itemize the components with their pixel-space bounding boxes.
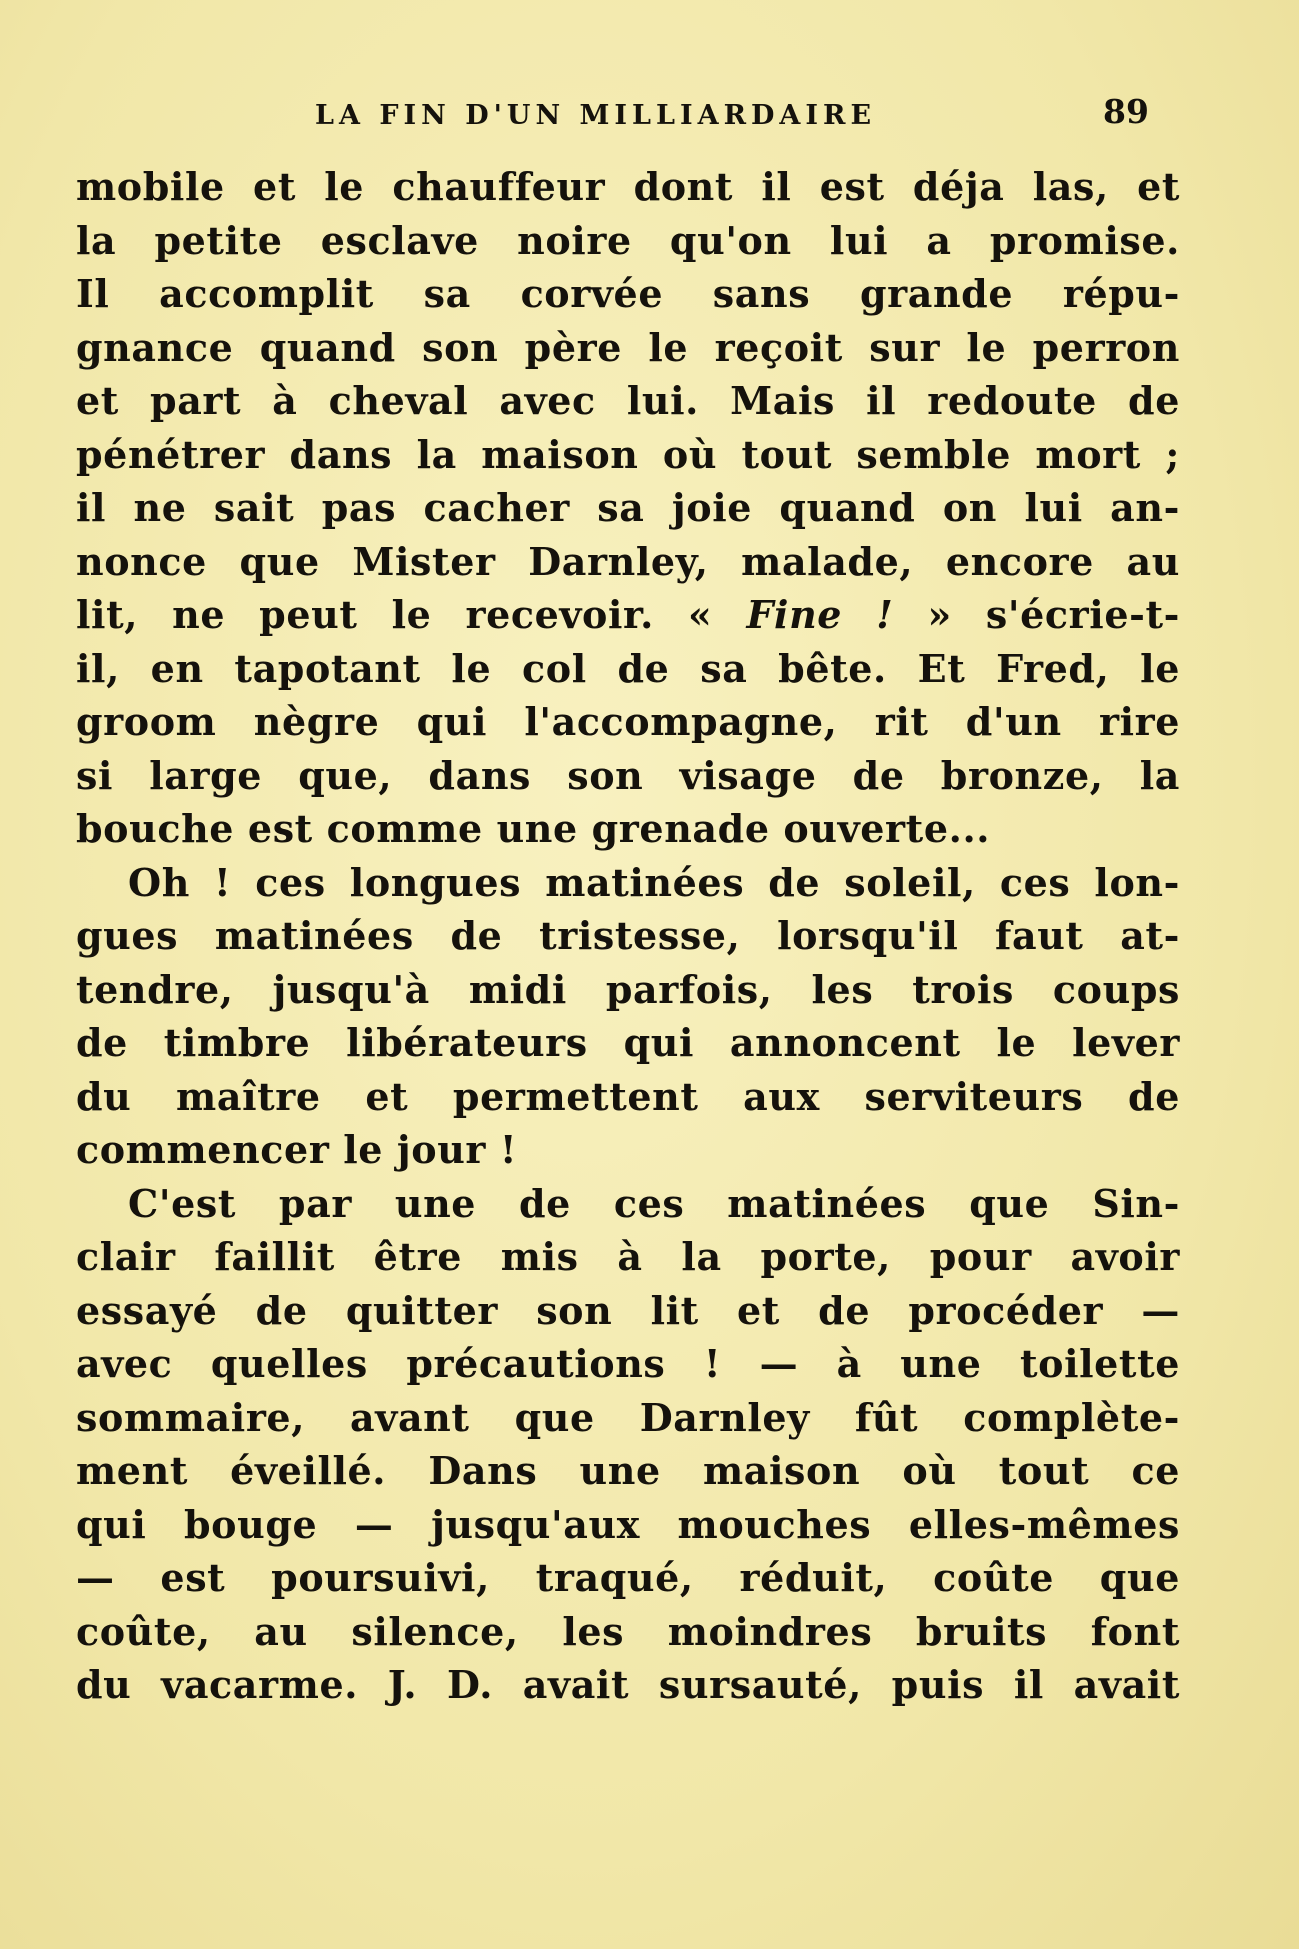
text-line-with-italic: [76, 588, 1180, 642]
text-line: de timbre libérateurs qui annoncent le lever: [76, 1020, 1180, 1065]
text-line: — est poursuivi, traqué, réduit, coûte que: [76, 1555, 1180, 1600]
text-line: C'est par une de ces matinées que Sin-: [128, 1180, 1180, 1226]
text-line: pénétrer dans la maison où tout semble mort ;: [76, 431, 1180, 477]
text-segment: » s'écrie-t-: [893, 592, 1180, 637]
text-line: qui bouge — jusqu'aux mouches elles-mêmes: [76, 1501, 1180, 1547]
text-line: essayé de quitter son lit et de procéder —: [76, 1287, 1180, 1333]
text-line: Il accomplit sa corvée sans grande répu-: [76, 271, 1180, 316]
text-line: nonce que Mister Darnley, malade, encore au: [76, 538, 1180, 584]
text-line: tendre, jusqu'à midi parfois, les trois coups: [76, 966, 1180, 1012]
running-title: LA FIN D'UN MILLIARDAIRE: [315, 100, 877, 131]
text-line: il, en tapotant le col de sa bête. Et Fred, le: [76, 645, 1180, 691]
text-line: il ne sait pas cacher sa joie quand on lui an-: [76, 485, 1180, 530]
text-line: et part à cheval avec lui. Mais il redoute de: [76, 378, 1180, 423]
text-line: bouche est comme une grenade ouverte...: [76, 806, 991, 851]
text-line: gnance quand son père le reçoit sur le perron: [76, 324, 1180, 370]
text-segment: lit, ne peut le recevoir. «: [76, 592, 747, 637]
text-line: mobile et le chauffeur dont il est déja las, et: [76, 164, 1180, 209]
text-line: coûte, au silence, les moindres bruits font: [76, 1608, 1180, 1654]
running-head: [0, 92, 1299, 142]
text-line: ment éveillé. Dans une maison où tout ce: [76, 1448, 1180, 1493]
text-line: la petite esclave noire qu'on lui a promise.: [76, 217, 1180, 263]
text-line: du vacarme. J. D. avait sursauté, puis il avait: [76, 1662, 1180, 1707]
body-text: [76, 160, 1180, 1712]
text-line: avec quelles précautions ! — à une toilette: [76, 1341, 1180, 1386]
text-line: clair faillit être mis à la porte, pour avoir: [76, 1234, 1180, 1279]
italic-exclamation: Fine !: [746, 592, 894, 637]
text-line: du maître et permettent aux serviteurs de: [76, 1073, 1180, 1119]
text-line: Oh ! ces longues matinées de soleil, ces lon-: [128, 859, 1180, 905]
text-line: si large que, dans son visage de bronze, la: [76, 752, 1180, 798]
text-line: sommaire, avant que Darnley fût complète-: [76, 1394, 1180, 1440]
page-number: 89: [1103, 92, 1149, 131]
text-line: commencer le jour !: [76, 1127, 518, 1172]
text-line: groom nègre qui l'accompagne, rit d'un rire: [76, 699, 1180, 744]
text-line: gues matinées de tristesse, lorsqu'il faut at-: [76, 913, 1180, 958]
